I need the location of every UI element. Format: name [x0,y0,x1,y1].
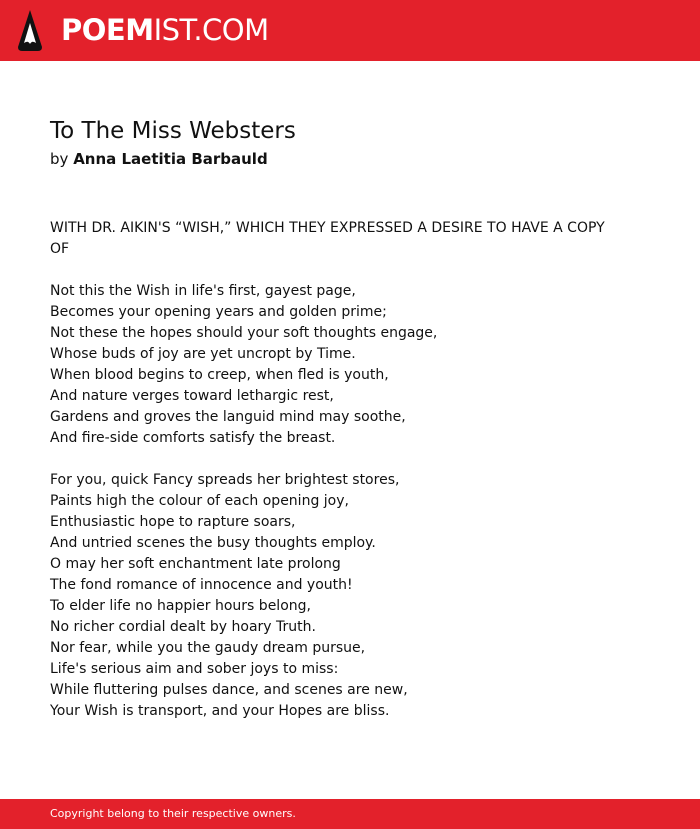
stanza-2 [50,470,610,722]
site-footer [0,799,700,829]
poem-line: The fond romance of innocence and youth! [50,577,353,593]
byline [50,148,296,170]
poem-line: And untried scenes the busy thoughts employ. [50,535,376,551]
poem-line: And fire-side comforts satisfy the breast. [50,430,336,446]
pencil-tip-icon [17,9,43,52]
poem-line: Paints high the colour of each opening joy, [50,493,349,509]
poem-line: Your Wish is transport, and your Hopes are bliss. [50,703,390,719]
poem-line: And nature verges toward lethargic rest, [50,388,334,404]
poem-line: Not these the hopes should your soft thoughts engage, [50,325,438,341]
poem-line: Enthusiastic hope to rapture soars, [50,514,296,530]
poem-line: Gardens and groves the languid mind may soothe, [50,409,406,425]
author-name: Anna Laetitia Barbauld [73,150,268,168]
brand-name-bold: POEM [61,13,154,47]
poem-line: To elder life no happier hours belong, [50,598,311,614]
poem-body [50,218,610,722]
stanza-1 [50,281,610,449]
poem-line: Becomes your opening years and golden prime; [50,304,387,320]
brand-name-light: IST.COM [153,13,269,47]
poem-line: No richer cordial dealt by hoary Truth. [50,619,316,635]
site-header [0,0,700,61]
poem-title: To The Miss Websters [50,118,296,144]
site-logo[interactable] [17,8,269,52]
poem-line: Whose buds of joy are yet uncropt by Time. [50,346,356,362]
poem-line: When blood begins to creep, when fled is youth, [50,367,389,383]
poem-line: Nor fear, while you the gaudy dream pursue, [50,640,366,656]
poem-line: While fluttering pulses dance, and scenes are new, [50,682,408,698]
poem-line: Life's serious aim and sober joys to miss: [50,661,339,677]
poem-heading [50,115,296,170]
copyright-notice: Copyright belong to their respective owners. [50,807,296,820]
by-label: by [50,150,69,168]
epigraph [50,218,610,260]
brand-name [61,8,269,52]
epigraph-line: WITH DR. AIKIN'S “WISH,” WHICH THEY EXPRESSED A DESIRE TO HAVE A COPY [50,220,605,236]
poem-line: O may her soft enchantment late prolong [50,556,341,572]
poem-line: Not this the Wish in life's first, gayest page, [50,283,356,299]
poem-line: For you, quick Fancy spreads her brightest stores, [50,472,400,488]
epigraph-line: OF [50,241,70,257]
